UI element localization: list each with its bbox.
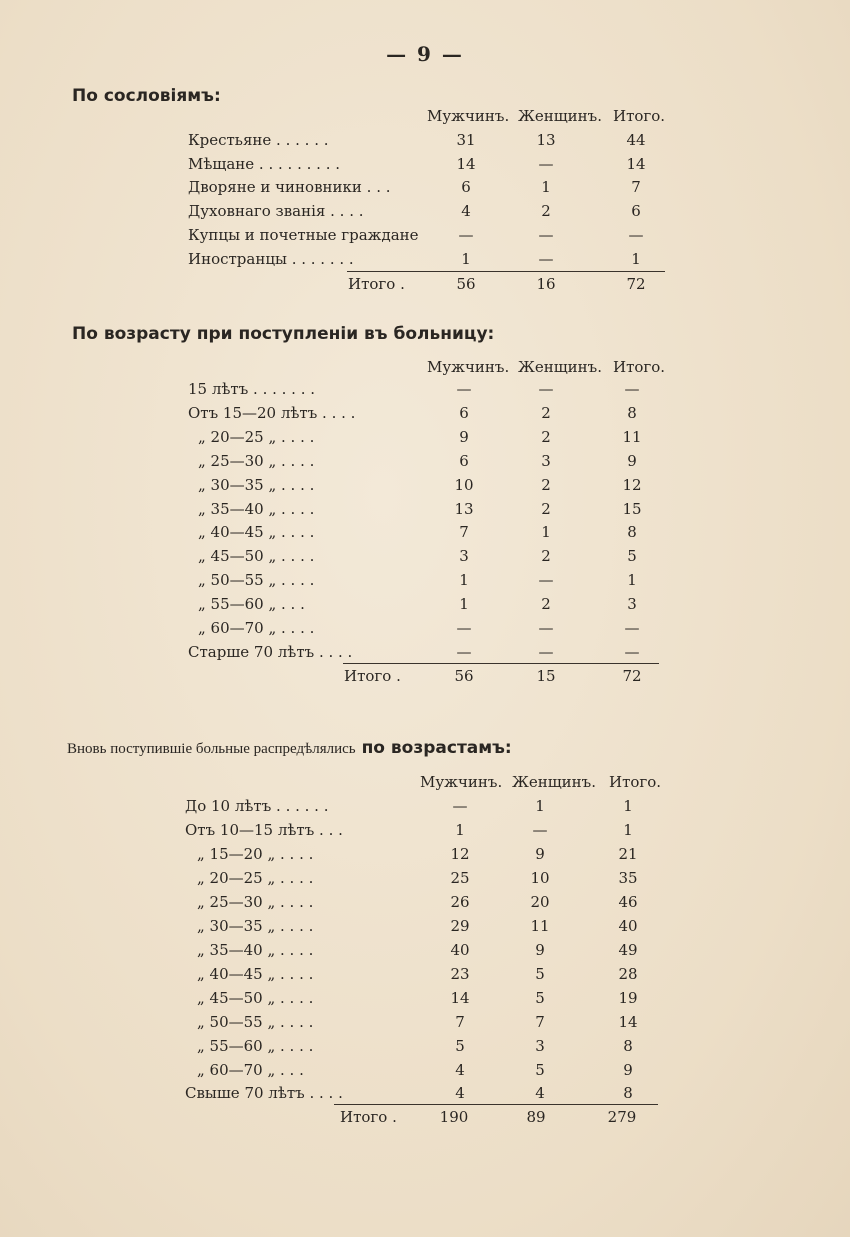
total-rule (343, 663, 659, 664)
cell-men: 13 (454, 500, 474, 518)
cell-total: 6 (631, 202, 641, 220)
cell-men: 14 (450, 989, 470, 1007)
row-label: Отъ 10—15 лѣтъ . . . (185, 821, 343, 839)
row-label: 15 лѣтъ . . . . . . . (188, 380, 316, 398)
row-label: „ 35—40 „ . . . . (198, 500, 315, 518)
cell-total: 14 (618, 1013, 638, 1031)
cell-total: 9 (623, 1061, 633, 1079)
cell-women: 1 (535, 797, 545, 815)
cell-women: — (538, 155, 554, 173)
row-label: До 10 лѣтъ . . . . . . (185, 797, 329, 815)
cell-total: — (624, 380, 640, 398)
total-men: 190 (439, 1108, 469, 1126)
cell-women: 5 (535, 1061, 545, 1079)
column-header-total: Итого. (609, 773, 662, 791)
row-label: „ 50—55 „ . . . . (198, 571, 315, 589)
cell-total: 1 (623, 797, 633, 815)
row-label: Свыше 70 лѣтъ . . . . (185, 1084, 343, 1102)
cell-women: 13 (536, 131, 556, 149)
cell-total: 46 (618, 893, 638, 911)
cell-women: — (538, 643, 554, 661)
table-row (0, 452, 850, 474)
table-row (0, 500, 850, 522)
row-label: Духовнаго званія . . . . (188, 202, 364, 220)
total-rule (347, 271, 665, 272)
cell-men: 4 (455, 1061, 465, 1079)
cell-men: 6 (461, 178, 471, 196)
row-label: „ 40—45 „ . . . . (198, 523, 315, 541)
table-row (0, 619, 850, 641)
column-header-women: Женщинъ. (518, 358, 602, 376)
cell-women: 2 (541, 202, 551, 220)
row-label: „ 25—30 „ . . . . (197, 893, 314, 911)
heading-bold-text: по возрастамъ: (361, 738, 512, 758)
cell-total: 5 (627, 547, 637, 565)
cell-total: 8 (623, 1037, 633, 1055)
table-row (0, 595, 850, 617)
cell-women: 9 (535, 941, 545, 959)
cell-women: — (532, 821, 548, 839)
row-label: Купцы и почетные граждане (188, 226, 419, 244)
cell-total: 28 (618, 965, 638, 983)
table-row (0, 202, 850, 224)
row-label: Дворяне и чиновники . . . (188, 178, 391, 196)
row-label: „ 45—50 „ . . . . (197, 989, 314, 1007)
cell-total: — (628, 226, 644, 244)
cell-total: 8 (623, 1084, 633, 1102)
row-label: „ 60—70 „ . . . . (198, 619, 315, 637)
cell-women: — (538, 380, 554, 398)
total-men: 56 (456, 275, 476, 293)
cell-total: 35 (618, 869, 638, 887)
column-header-men: Мужчинъ. (420, 773, 503, 791)
cell-total: 44 (626, 131, 646, 149)
table-row (0, 547, 850, 569)
cell-total: 7 (631, 178, 641, 196)
table-row (0, 523, 850, 545)
table-row (0, 965, 850, 987)
cell-men: — (456, 643, 472, 661)
cell-women: 2 (541, 404, 551, 422)
table-row (0, 155, 850, 177)
cell-total: 1 (631, 250, 641, 268)
row-label: „ 20—25 „ . . . . (197, 869, 314, 887)
table-total-row (0, 1108, 850, 1130)
cell-men: 6 (459, 452, 469, 470)
cell-women: 2 (541, 476, 551, 494)
cell-total: 1 (627, 571, 637, 589)
cell-men: 23 (450, 965, 470, 983)
cell-total: 19 (618, 989, 638, 1007)
cell-women: 11 (530, 917, 550, 935)
page-number: — 9 — (386, 42, 464, 66)
table-row (0, 1061, 850, 1083)
cell-women: 10 (530, 869, 550, 887)
cell-women: 9 (535, 845, 545, 863)
cell-total: 15 (622, 500, 642, 518)
cell-women: — (538, 250, 554, 268)
table-row (0, 989, 850, 1011)
cell-total: 1 (623, 821, 633, 839)
cell-women: 2 (541, 547, 551, 565)
row-label: „ 50—55 „ . . . . (197, 1013, 314, 1031)
cell-men: 3 (459, 547, 469, 565)
row-label: Старше 70 лѣтъ . . . . (188, 643, 353, 661)
cell-women: 4 (535, 1084, 545, 1102)
row-label: „ 20—25 „ . . . . (198, 428, 315, 446)
cell-men: 31 (456, 131, 476, 149)
row-label: „ 15—20 „ . . . . (197, 845, 314, 863)
section-heading-age-at-admission: По возрасту при поступленіи въ больницу: (72, 324, 495, 344)
cell-men: 6 (459, 404, 469, 422)
cell-women: 3 (541, 452, 551, 470)
cell-men: 12 (450, 845, 470, 863)
cell-men: — (452, 797, 468, 815)
cell-men: 4 (461, 202, 471, 220)
row-label: „ 40—45 „ . . . . (197, 965, 314, 983)
cell-total: 11 (622, 428, 642, 446)
cell-total: — (624, 619, 640, 637)
cell-women: 3 (535, 1037, 545, 1055)
heading-plain-text: Вновь поступившіе больные распредѣлялись (67, 741, 356, 757)
table-row (0, 643, 850, 665)
cell-total: 8 (627, 523, 637, 541)
table-row (0, 226, 850, 248)
row-label: Отъ 15—20 лѣтъ . . . . (188, 404, 356, 422)
cell-women: 20 (530, 893, 550, 911)
table-row (0, 1084, 850, 1106)
column-headers-estates (0, 107, 850, 127)
total-label: Итого . (348, 275, 405, 293)
cell-women: 2 (541, 500, 551, 518)
cell-men: 14 (456, 155, 476, 173)
cell-total: 14 (626, 155, 646, 173)
cell-men: 1 (459, 595, 469, 613)
row-label: „ 25—30 „ . . . . (198, 452, 315, 470)
total-men: 56 (454, 667, 474, 685)
cell-men: 29 (450, 917, 470, 935)
total-women: 15 (536, 667, 556, 685)
cell-total: 12 (622, 476, 642, 494)
table-row (0, 404, 850, 426)
row-label: „ 30—35 „ . . . . (197, 917, 314, 935)
cell-total: 49 (618, 941, 638, 959)
table-row (0, 1013, 850, 1035)
cell-men: 4 (455, 1084, 465, 1102)
table-total-row (0, 275, 850, 297)
cell-total: 40 (618, 917, 638, 935)
cell-total: 21 (618, 845, 638, 863)
cell-total: 3 (627, 595, 637, 613)
cell-men: — (456, 380, 472, 398)
row-label: Крестьяне . . . . . . (188, 131, 329, 149)
row-label: „ 60—70 „ . . . (197, 1061, 304, 1079)
cell-women: 7 (535, 1013, 545, 1031)
column-header-men: Мужчинъ. (427, 107, 510, 125)
cell-men: 1 (461, 250, 471, 268)
table-row (0, 797, 850, 819)
cell-men: 7 (455, 1013, 465, 1031)
table-row (0, 917, 850, 939)
row-label: Иностранцы . . . . . . . (188, 250, 354, 268)
cell-women: 2 (541, 595, 551, 613)
table-row (0, 893, 850, 915)
section-heading-new-patients-by-age (67, 738, 512, 758)
total-label: Итого . (344, 667, 401, 685)
cell-women: 2 (541, 428, 551, 446)
cell-men: 1 (459, 571, 469, 589)
row-label: „ 55—60 „ . . . . (197, 1037, 314, 1055)
table-row (0, 131, 850, 153)
cell-men: 1 (455, 821, 465, 839)
table-row (0, 428, 850, 450)
table-total-row (0, 667, 850, 689)
cell-men: 10 (454, 476, 474, 494)
cell-men: 25 (450, 869, 470, 887)
total-rule (334, 1104, 658, 1105)
table-row (0, 476, 850, 498)
row-label: „ 30—35 „ . . . . (198, 476, 315, 494)
cell-women: 5 (535, 989, 545, 1007)
total-women: 89 (526, 1108, 546, 1126)
cell-women: 5 (535, 965, 545, 983)
column-header-women: Женщинъ. (512, 773, 596, 791)
row-label: Мѣщане . . . . . . . . . (188, 155, 340, 173)
table-row (0, 821, 850, 843)
column-header-women: Женщинъ. (518, 107, 602, 125)
table-row (0, 941, 850, 963)
row-label: „ 45—50 „ . . . . (198, 547, 315, 565)
total-total: 72 (626, 275, 646, 293)
cell-women: — (538, 226, 554, 244)
cell-women: — (538, 619, 554, 637)
table-row (0, 178, 850, 200)
column-header-total: Итого. (613, 358, 666, 376)
cell-women: 1 (541, 178, 551, 196)
cell-men: 7 (459, 523, 469, 541)
section-heading-estates: По сословіямъ: (72, 86, 221, 106)
table-row (0, 380, 850, 402)
cell-men: 5 (455, 1037, 465, 1055)
cell-men: 9 (459, 428, 469, 446)
column-headers-new-patients (0, 773, 850, 793)
total-women: 16 (536, 275, 556, 293)
table-row (0, 869, 850, 891)
total-label: Итого . (340, 1108, 397, 1126)
row-label: „ 55—60 „ . . . (198, 595, 305, 613)
cell-total: 9 (627, 452, 637, 470)
cell-total: 8 (627, 404, 637, 422)
table-row (0, 845, 850, 867)
column-header-men: Мужчинъ. (427, 358, 510, 376)
total-total: 279 (607, 1108, 637, 1126)
total-total: 72 (622, 667, 642, 685)
cell-women: — (538, 571, 554, 589)
table-row (0, 250, 850, 272)
column-headers-age-at-admission (0, 358, 850, 378)
cell-men: — (456, 619, 472, 637)
column-header-total: Итого. (613, 107, 666, 125)
cell-men: 40 (450, 941, 470, 959)
cell-men: — (458, 226, 474, 244)
cell-women: 1 (541, 523, 551, 541)
table-row (0, 1037, 850, 1059)
row-label: „ 35—40 „ . . . . (197, 941, 314, 959)
table-row (0, 571, 850, 593)
cell-men: 26 (450, 893, 470, 911)
cell-total: — (624, 643, 640, 661)
